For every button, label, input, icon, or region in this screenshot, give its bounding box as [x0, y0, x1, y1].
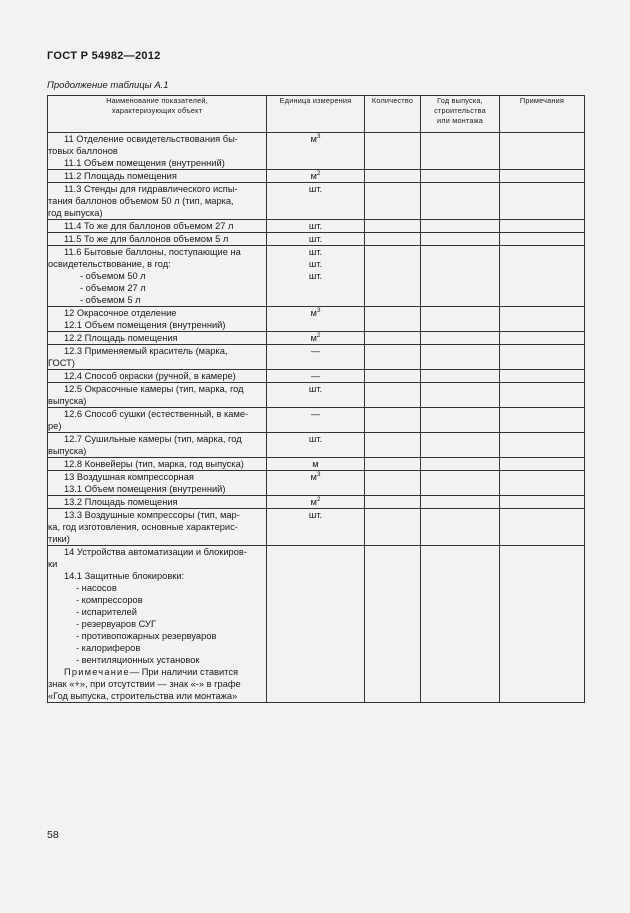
unit-value: шт.: [308, 271, 323, 281]
year-cell: [421, 332, 500, 345]
document-header: ГОСТ Р 54982—2012: [47, 50, 161, 62]
unit-exponent: 3: [316, 306, 321, 314]
indicator-name-cell: [48, 233, 267, 246]
notes-cell: [500, 183, 585, 220]
indicator-name-line: 11 Отделение освидетельствования бы-: [64, 134, 238, 144]
unit-exponent: 2: [316, 495, 321, 503]
unit-value: $м^3$: [310, 306, 321, 318]
unit-cell: [267, 170, 365, 183]
indicator-name-cell: [48, 345, 267, 370]
unit-cell: [267, 496, 365, 509]
quantity-cell: [365, 170, 421, 183]
year-cell: [421, 345, 500, 370]
indicator-name-line: 11.2 Площадь помещения: [64, 171, 177, 181]
indicator-name-line: 14 Устройства автоматизации и блокиров-: [64, 547, 247, 557]
quantity-cell: [365, 332, 421, 345]
indicator-name-line: 11.3 Стенды для гидравлического испы-: [64, 184, 238, 194]
indicator-name-line: ГОСТ): [48, 358, 75, 368]
unit-exponent: 2: [316, 331, 321, 339]
unit-cell: [267, 408, 365, 433]
unit-exponent: 3: [316, 470, 321, 478]
column-header-name: Наименование показателей, характеризующих объект: [48, 96, 267, 133]
page-number: 58: [47, 829, 59, 841]
quantity-cell: [365, 220, 421, 233]
column-header-notes: Примечания: [500, 96, 585, 133]
indicator-name-line: 11.1 Объем помещения (внутренний): [64, 158, 225, 168]
year-cell: [421, 408, 500, 433]
unit-exponent: 2: [316, 169, 321, 177]
table-row: [48, 307, 585, 332]
unit-cell: [267, 133, 365, 170]
unit-value: шт.: [308, 434, 323, 444]
table-row: [48, 332, 585, 345]
indicator-name-cell: [48, 332, 267, 345]
notes-cell: [500, 471, 585, 496]
indicator-name-line: - компрессоров: [76, 595, 143, 605]
unit-value: —: [310, 409, 321, 419]
unit-cell: [267, 332, 365, 345]
indicator-name-line: выпуска): [48, 396, 87, 406]
quantity-cell: [365, 345, 421, 370]
quantity-cell: [365, 458, 421, 471]
indicator-name-cell: [48, 458, 267, 471]
indicator-name-cell: [48, 383, 267, 408]
unit-value: —: [310, 371, 321, 381]
indicator-name-cell: [48, 307, 267, 332]
note-line: [48, 666, 266, 678]
year-cell: [421, 433, 500, 458]
quantity-cell: [365, 370, 421, 383]
indicator-name-line: освидетельствование, в год:: [48, 259, 171, 269]
year-cell: [421, 307, 500, 332]
year-cell: [421, 370, 500, 383]
table-row: [48, 345, 585, 370]
indicator-name-line: год выпуска): [48, 208, 103, 218]
indicator-name-cell: [48, 133, 267, 170]
unit-cell: [267, 509, 365, 546]
year-cell: [421, 546, 500, 703]
quantity-cell: [365, 433, 421, 458]
quantity-cell: [365, 546, 421, 703]
year-cell: [421, 220, 500, 233]
table-row: [48, 183, 585, 220]
unit-cell: [267, 546, 365, 703]
indicator-name-line: ки: [48, 559, 58, 569]
year-cell: [421, 170, 500, 183]
indicator-name-line: - вентиляционных установок: [76, 655, 200, 665]
quantity-cell: [365, 133, 421, 170]
unit-value: $м^2$: [310, 331, 321, 343]
table-header-row: [48, 96, 585, 133]
unit-value: шт.: [308, 234, 323, 244]
table-row: [48, 546, 585, 703]
notes-cell: [500, 546, 585, 703]
unit-cell: [267, 220, 365, 233]
note-line: знак «+», при отсутствии — знак «-» в графе: [48, 679, 241, 689]
indicator-name-line: тики): [48, 534, 70, 544]
year-cell: [421, 471, 500, 496]
table-caption: Продолжение таблицы А.1: [47, 80, 169, 91]
quantity-cell: [365, 183, 421, 220]
notes-cell: [500, 383, 585, 408]
indicator-name-line: 13.2 Площадь помещения: [64, 497, 178, 507]
unit-cell: [267, 246, 365, 307]
notes-cell: [500, 496, 585, 509]
unit-cell: [267, 370, 365, 383]
indicator-name-line: ре): [48, 421, 62, 431]
notes-cell: [500, 433, 585, 458]
indicator-name-line: - насосов: [76, 583, 117, 593]
unit-value: шт.: [308, 384, 323, 394]
indicator-name-line: ка, год изготовления, основные характерис-: [48, 522, 238, 532]
indicator-name-line: 12.8 Конвейеры (тип, марка, год выпуска): [64, 459, 244, 469]
indicator-name-line: - противопожарных резервуаров: [76, 631, 217, 641]
unit-value: —: [310, 346, 321, 356]
indicator-name-line: 12.7 Сушильные камеры (тип, марка, год: [64, 434, 242, 444]
indicator-name-cell: [48, 408, 267, 433]
unit-exponent: 3: [316, 132, 321, 140]
unit-value: шт.: [308, 259, 323, 269]
indicator-name-cell: [48, 183, 267, 220]
quantity-cell: [365, 496, 421, 509]
indicator-name-cell: [48, 546, 267, 703]
table-row: [48, 246, 585, 307]
indicator-name-line: 13.1 Объем помещения (внутренний): [64, 484, 226, 494]
table-row: [48, 233, 585, 246]
indicator-name-line: 13 Воздушная компрессорная: [64, 472, 194, 482]
table-row: [48, 133, 585, 170]
unit-value: $м^3$: [310, 132, 321, 144]
year-cell: [421, 183, 500, 220]
table-row: [48, 471, 585, 496]
equipment-table: [47, 95, 585, 703]
table-row: [48, 383, 585, 408]
table-row: [48, 370, 585, 383]
column-header-unit: Единица измерения: [267, 96, 365, 133]
notes-cell: [500, 332, 585, 345]
indicator-name-cell: [48, 433, 267, 458]
indicator-name-line: 14.1 Защитные блокировки:: [64, 571, 185, 581]
indicator-name-line: 11.6 Бытовые баллоны, поступающие на: [64, 247, 241, 257]
year-cell: [421, 133, 500, 170]
indicator-name-line: 12.6 Способ сушки (естественный, в каме-: [64, 409, 249, 419]
notes-cell: [500, 509, 585, 546]
unit-value: шт.: [308, 184, 323, 194]
indicator-name-line: товых баллонов: [48, 146, 118, 156]
table-row: [48, 220, 585, 233]
indicator-name-line: - испарителей: [76, 607, 137, 617]
quantity-cell: [365, 471, 421, 496]
unit-value: $м^2$: [310, 495, 321, 507]
quantity-cell: [365, 408, 421, 433]
unit-cell: [267, 433, 365, 458]
unit-cell: [267, 458, 365, 471]
notes-cell: [500, 370, 585, 383]
indicator-name-line: 12.1 Объем помещения (внутренний): [64, 320, 226, 330]
indicator-name-line: 12.5 Окрасочные камеры (тип, марка, год: [64, 384, 244, 394]
indicator-name-line: - объемом 27 л: [80, 283, 146, 293]
column-header-quantity: Количество: [365, 96, 421, 133]
indicator-name-cell: [48, 170, 267, 183]
notes-cell: [500, 133, 585, 170]
notes-cell: [500, 408, 585, 433]
note-line: «Год выпуска, строительства или монтажа»: [48, 691, 238, 701]
notes-cell: [500, 307, 585, 332]
notes-cell: [500, 246, 585, 307]
unit-value: $м^2$: [310, 169, 321, 181]
table-row: [48, 509, 585, 546]
indicator-name-line: 11.5 То же для баллонов объемом 5 л: [64, 234, 229, 244]
unit-value: шт.: [308, 247, 323, 257]
quantity-cell: [365, 383, 421, 408]
indicator-name-line: 12.3 Применяемый краситель (марка,: [64, 346, 228, 356]
unit-cell: [267, 183, 365, 220]
unit-value: $м^3$: [310, 470, 321, 482]
unit-value: шт.: [308, 510, 323, 520]
indicator-name-line: - резервуаров СУГ: [76, 619, 156, 629]
unit-cell: [267, 233, 365, 246]
indicator-name-cell: [48, 471, 267, 496]
table-row: [48, 408, 585, 433]
year-cell: [421, 509, 500, 546]
unit-cell: [267, 307, 365, 332]
indicator-name-line: - объемом 50 л: [80, 271, 146, 281]
notes-cell: [500, 345, 585, 370]
table-row: [48, 458, 585, 471]
table-row: [48, 496, 585, 509]
unit-cell: [267, 345, 365, 370]
quantity-cell: [365, 307, 421, 332]
indicator-name-line: - калориферов: [76, 643, 141, 653]
indicator-name-line: выпуска): [48, 446, 87, 456]
quantity-cell: [365, 509, 421, 546]
indicator-name-line: - объемом 5 л: [80, 295, 141, 305]
notes-cell: [500, 458, 585, 471]
table-row: [48, 433, 585, 458]
unit-value: шт.: [308, 221, 323, 231]
notes-cell: [500, 170, 585, 183]
year-cell: [421, 233, 500, 246]
notes-cell: [500, 233, 585, 246]
indicator-name-line: тания баллонов объемом 50 л (тип, марка,: [48, 196, 234, 206]
unit-value: м: [312, 459, 319, 469]
indicator-name-cell: [48, 220, 267, 233]
year-cell: [421, 246, 500, 307]
year-cell: [421, 383, 500, 408]
quantity-cell: [365, 246, 421, 307]
quantity-cell: [365, 233, 421, 246]
unit-cell: [267, 471, 365, 496]
year-cell: [421, 458, 500, 471]
note-label: Примечание: [64, 667, 130, 677]
unit-cell: [267, 383, 365, 408]
indicator-name-line: 13.3 Воздушные компрессоры (тип, мар-: [64, 510, 240, 520]
indicator-name-cell: [48, 496, 267, 509]
indicator-name-line: 12 Окрасочное отделение: [64, 308, 177, 318]
notes-cell: [500, 220, 585, 233]
year-cell: [421, 496, 500, 509]
indicator-name-cell: [48, 509, 267, 546]
note-text: — При наличии ставится: [129, 667, 238, 677]
table-row: [48, 170, 585, 183]
indicator-name-cell: [48, 246, 267, 307]
indicator-name-cell: [48, 370, 267, 383]
indicator-name-line: 12.2 Площадь помещения: [64, 333, 178, 343]
column-header-year: Год выпуска, строительства или монтажа: [421, 96, 500, 133]
indicator-name-line: 11.4 То же для баллонов объемом 27 л: [64, 221, 234, 231]
indicator-name-line: 12.4 Способ окраски (ручной, в камере): [64, 371, 236, 381]
